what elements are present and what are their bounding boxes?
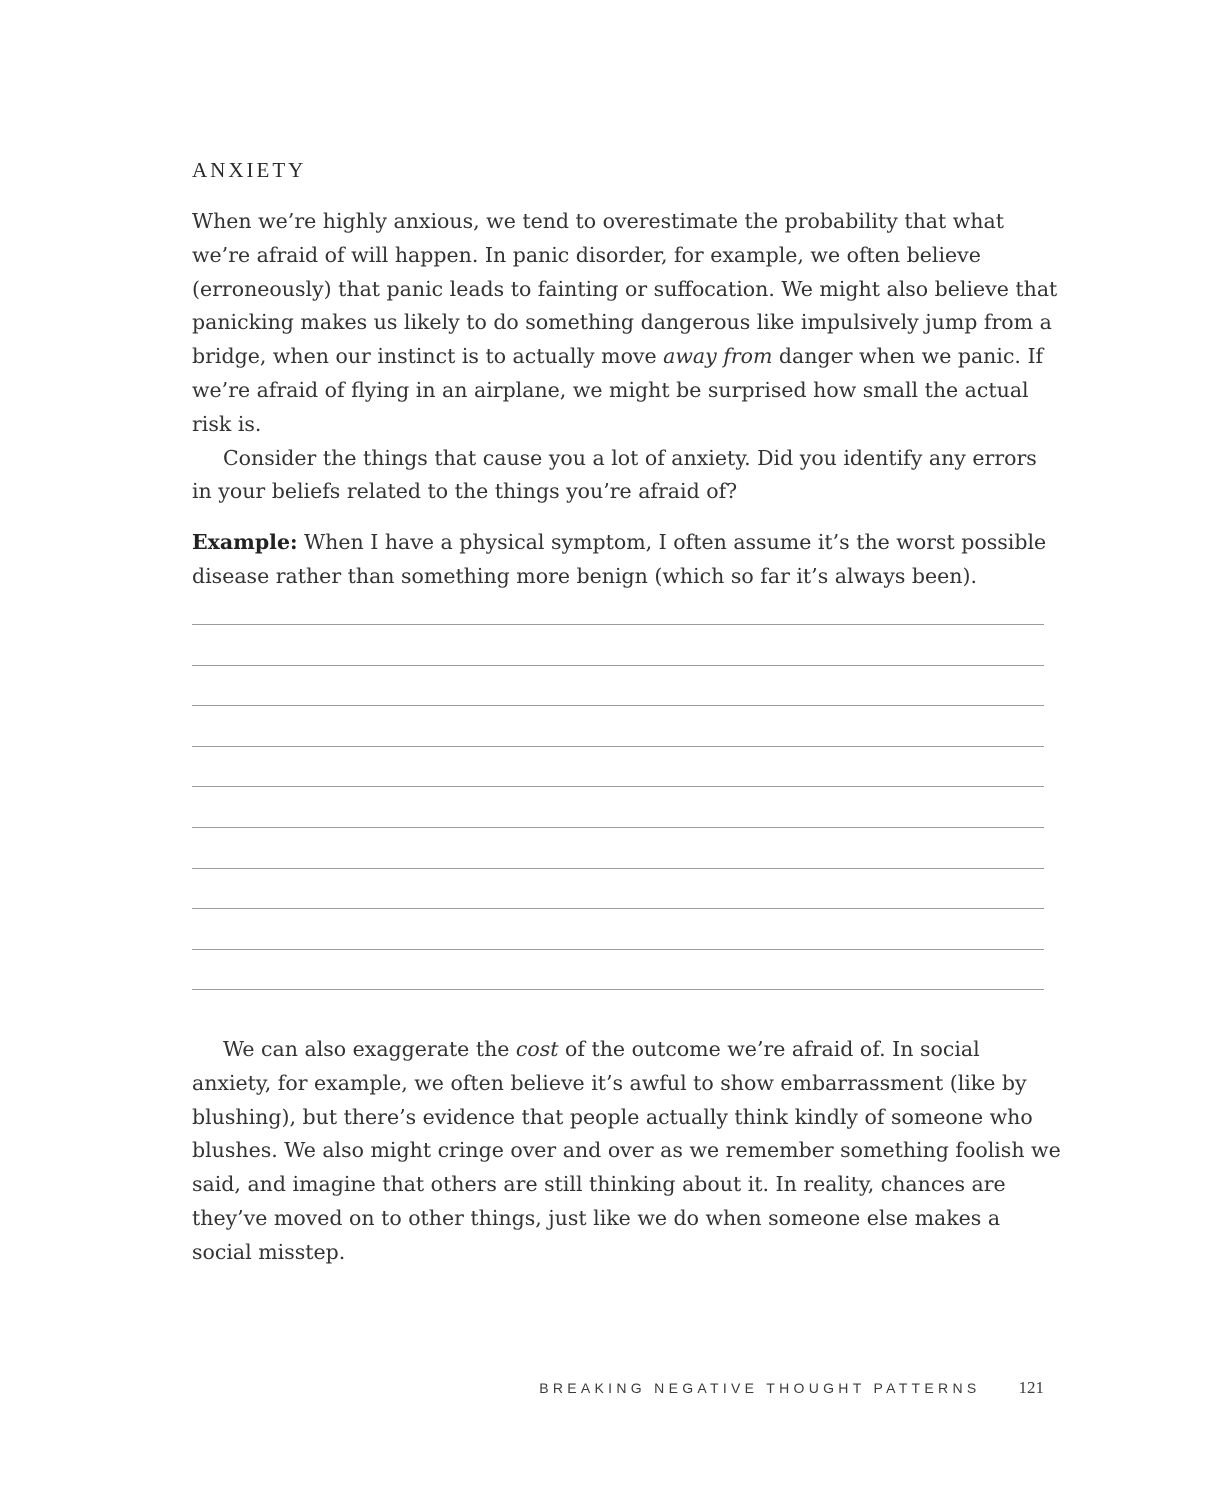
page-footer bbox=[500, 1378, 1044, 1398]
writing-line[interactable] bbox=[192, 827, 1044, 828]
paragraph-anxiety-intro bbox=[192, 205, 1062, 442]
writing-line[interactable] bbox=[192, 746, 1044, 747]
example-text: When I have a physical symptom, I often assume it’s the worst possible disease rather than something more benign (which so far it’s always been). bbox=[192, 530, 1047, 588]
writing-line[interactable] bbox=[192, 908, 1044, 909]
paragraph-text: danger when we panic. If we’re afraid of flying in an airplane, we might be surprised how small the actual risk is. bbox=[192, 344, 1044, 436]
paragraph-text: of the outcome we’re afraid of. In social anxiety, for example, we often believe it’s awful to show embarrassment (like by blushing), but there’s evidence that people actually think kindly of someone who blushes. We also might cringe over and over as we remember something foolish we said, and imagine that others are still thinking about it. In reality, chances are they’ve moved on to other things, just like we do when someone else makes a social misstep. bbox=[192, 1037, 1061, 1264]
example-label: Example: bbox=[192, 530, 298, 554]
example-block bbox=[192, 526, 1062, 594]
page-number: 121 bbox=[1018, 1378, 1044, 1397]
writing-line[interactable] bbox=[192, 949, 1044, 950]
body-text-block bbox=[192, 205, 1062, 509]
writing-line[interactable] bbox=[192, 665, 1044, 666]
writing-line[interactable] bbox=[192, 786, 1044, 787]
running-title: BREAKING NEGATIVE THOUGHT PATTERNS bbox=[539, 1380, 981, 1396]
paragraph-prompt: Consider the things that cause you a lot of anxiety. Did you identify any errors in your beliefs related to the things you’re afraid of? bbox=[192, 445, 1037, 504]
writing-line[interactable] bbox=[192, 868, 1044, 869]
paragraph-cost bbox=[192, 1033, 1062, 1270]
paragraph-text: When we’re highly anxious, we tend to overestimate the probability that what we’re afraid of will happen. In panic disorder, for example, we often believe (erroneously) that panic leads to fainting or suffocation. We might also believe that panicking makes us likely to do something dangerous like impulsively jump from a bridge, when our instinct is to actually move bbox=[192, 209, 1058, 369]
writing-line[interactable] bbox=[192, 989, 1044, 990]
section-heading: ANXIETY bbox=[192, 158, 307, 182]
writing-line[interactable] bbox=[192, 705, 1044, 706]
emphasis-text: cost bbox=[515, 1037, 559, 1061]
writing-line[interactable] bbox=[192, 624, 1044, 625]
emphasis-text: away from bbox=[663, 344, 773, 369]
paragraph-text: We can also exaggerate the bbox=[223, 1037, 516, 1061]
